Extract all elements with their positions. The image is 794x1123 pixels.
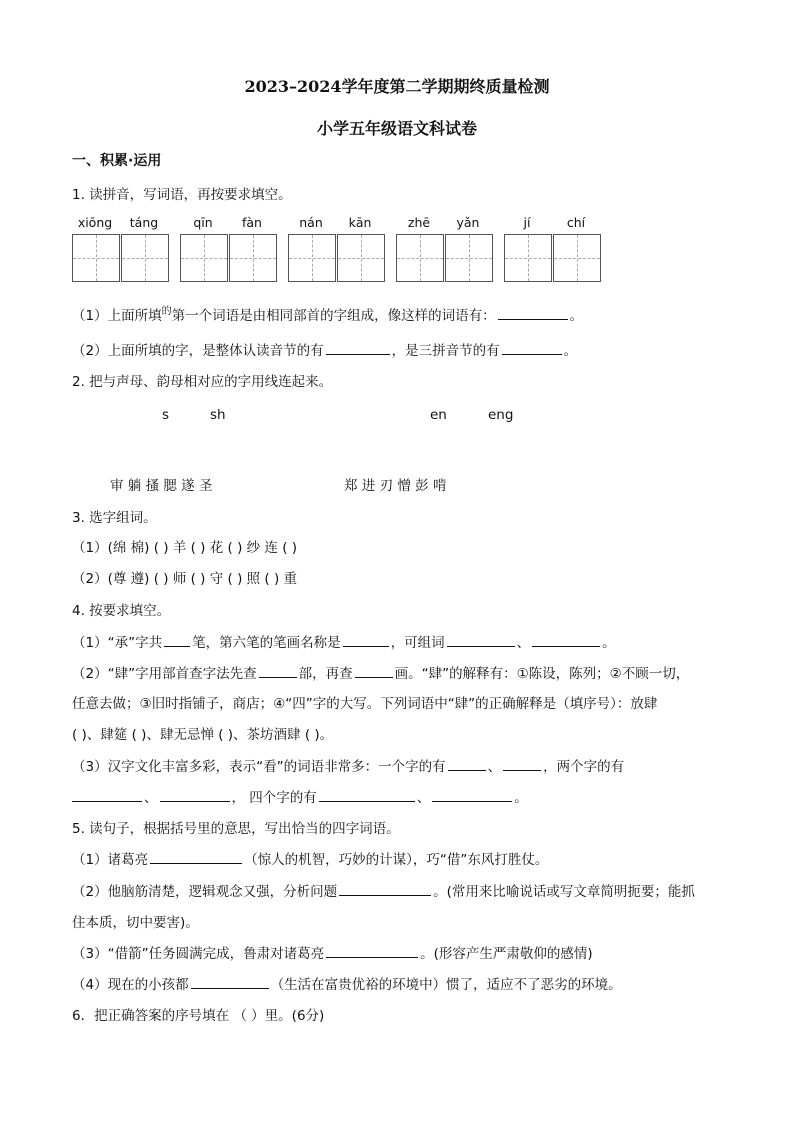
section-heading: 一、积累·运用 [72, 153, 162, 169]
answer-blank[interactable] [343, 632, 389, 647]
text: ，可组词 [390, 635, 445, 651]
text: ，是三拼音节的有 [391, 343, 500, 359]
question-4-part-2 [72, 662, 689, 682]
text: 第一个词语是由相同部首的字组成，像这样的词语有： [171, 308, 496, 324]
text: ， 四个字的有 [231, 790, 317, 806]
text: （2）上面所填的字，是整体认读音节的有 [72, 343, 324, 359]
pinyin-label: xiōng [77, 215, 113, 230]
initial-s: s [162, 407, 170, 423]
question-1-part-1 [72, 304, 583, 324]
answer-blank[interactable] [160, 787, 230, 802]
tianzige-box[interactable] [396, 234, 444, 282]
text: （2）他脑筋清楚，逻辑观念又强，分析问题 [72, 884, 338, 900]
text: 画。“肆”的解释有：①陈设，陈列；②不顾一切， [394, 666, 690, 682]
text: 部，再查 [298, 666, 353, 682]
pinyin-label: táng [129, 215, 159, 230]
answer-blank[interactable] [432, 787, 512, 802]
tianzige-box[interactable] [229, 234, 277, 282]
question-4-part-1 [72, 631, 616, 651]
tianzige-box[interactable] [445, 234, 493, 282]
question-4-part-3 [72, 755, 624, 775]
tianzige-box[interactable] [553, 234, 601, 282]
answer-blank[interactable] [259, 663, 297, 678]
question-1-part-2 [72, 339, 577, 359]
question-6-stem: 6．把正确答案的序号填在 （ ）里。(6分) [72, 1008, 325, 1024]
question-4-stem: 4. 按要求填空。 [72, 603, 171, 619]
text: （1）“承”字共 [72, 635, 163, 651]
text: 。 [602, 635, 616, 651]
question-5-part-1 [72, 848, 548, 868]
question-5-stem: 5. 读句子，根据括号里的意思，写出恰当的四字词语。 [72, 821, 400, 837]
answer-blank[interactable] [503, 756, 541, 771]
pinyin-label: yǎn [456, 215, 480, 230]
exam-title: 2023–2024学年度第二学期期终质量检测 [244, 77, 550, 96]
tianzige-box[interactable] [72, 234, 120, 282]
question-4-part-2-line-3: ( )、肆筵 ( )、肆无忌惮 ( )、茶坊酒肆 ( )。 [72, 727, 334, 743]
question-3-row-1: （1）(绵 棉) ( ) 羊 ( ) 花 ( ) 纱 连 ( ) [72, 540, 298, 556]
answer-blank[interactable] [191, 974, 269, 989]
answer-blank[interactable] [532, 632, 600, 647]
text: 。 [563, 343, 578, 359]
question-3-row-2: （2）(尊 遵) ( ) 师 ( ) 守 ( ) 照 ( ) 重 [72, 571, 298, 587]
answer-blank[interactable] [326, 943, 418, 958]
text: （3）汉字文化丰富多彩，表示“看”的词语非常多：一个字的有 [72, 759, 446, 775]
character-group-right: 郑 进 刃 憎 彭 啃 [344, 478, 447, 494]
text: （惊人的机智，巧妙的计谋），巧“借”东风打胜仗。 [244, 852, 549, 868]
answer-blank[interactable] [72, 787, 142, 802]
answer-blank[interactable] [339, 881, 431, 896]
text: （1）上面所填 [72, 308, 162, 324]
final-en: en [430, 407, 447, 423]
question-3-stem: 3. 选字组词。 [72, 510, 157, 526]
pinyin-label: chí [566, 215, 586, 230]
text: 、 [416, 790, 431, 806]
pinyin-label: jí [523, 215, 531, 230]
text: 、 [144, 790, 158, 806]
exam-subtitle: 小学五年级语文科试卷 [316, 119, 477, 138]
question-4-part-2-line-2: 任意去做；③旧时指铺子，商店；④“四”字的大写。下列词语中“肆”的正确解释是（填序号）：放肆 [72, 696, 658, 712]
question-5-part-4 [72, 973, 622, 993]
text: 、 [487, 759, 502, 775]
pinyin-label: zhē [407, 215, 431, 230]
answer-blank[interactable] [355, 663, 393, 678]
answer-blank[interactable] [448, 756, 486, 771]
question-1-stem: 1. 读拼音，写词语，再按要求填空。 [72, 187, 292, 203]
tianzige-box[interactable] [180, 234, 228, 282]
tianzige-box[interactable] [121, 234, 169, 282]
text: 笔，第六笔的笔画名称是 [192, 635, 341, 651]
superscript-char: 的 [161, 306, 172, 317]
question-2-stem: 2. 把与声母、韵母相对应的字用线连起来。 [72, 374, 333, 390]
final-eng: eng [488, 407, 514, 423]
text: ，两个字的有 [543, 759, 625, 775]
answer-blank[interactable] [150, 849, 242, 864]
text: 。(常用来比喻说话或写文章简明扼要；能抓 [433, 884, 695, 900]
question-4-part-3-line-2 [72, 786, 528, 806]
pinyin-label: kān [348, 215, 372, 230]
question-5-part-3 [72, 942, 593, 962]
answer-blank[interactable] [319, 787, 415, 802]
character-group-left: 审 躺 搔 腮 遂 圣 [110, 478, 213, 494]
text: （3）“借箭”任务圆满完成，鲁肃对诸葛亮 [72, 946, 325, 962]
text: （2）“肆”字用部首查字法先查 [72, 666, 257, 682]
pinyin-label: nán [299, 215, 323, 230]
answer-blank[interactable] [164, 632, 190, 647]
text: （1）诸葛亮 [72, 852, 149, 868]
answer-blank[interactable] [447, 632, 515, 647]
pinyin-label: fàn [242, 215, 262, 230]
answer-blank[interactable] [502, 340, 562, 355]
question-5-part-2-line-2: 住本质，切中要害)。 [72, 915, 199, 931]
tianzige-box[interactable] [337, 234, 385, 282]
initial-sh: sh [210, 407, 226, 423]
tianzige-box[interactable] [504, 234, 552, 282]
question-5-part-2 [72, 880, 695, 900]
answer-blank[interactable] [326, 340, 390, 355]
text: 、 [516, 635, 531, 651]
answer-blank[interactable] [498, 305, 568, 320]
text: （4）现在的小孩都 [72, 977, 189, 993]
text: 。 [569, 308, 584, 324]
text: 。(形容产生严肃敬仰的感情) [420, 946, 593, 962]
tianzige-box[interactable] [288, 234, 336, 282]
text: 。 [514, 790, 528, 806]
text: （生活在富贵优裕的环境中）惯了，适应不了恶劣的环境。 [270, 977, 622, 993]
pinyin-label: qīn [193, 215, 213, 230]
